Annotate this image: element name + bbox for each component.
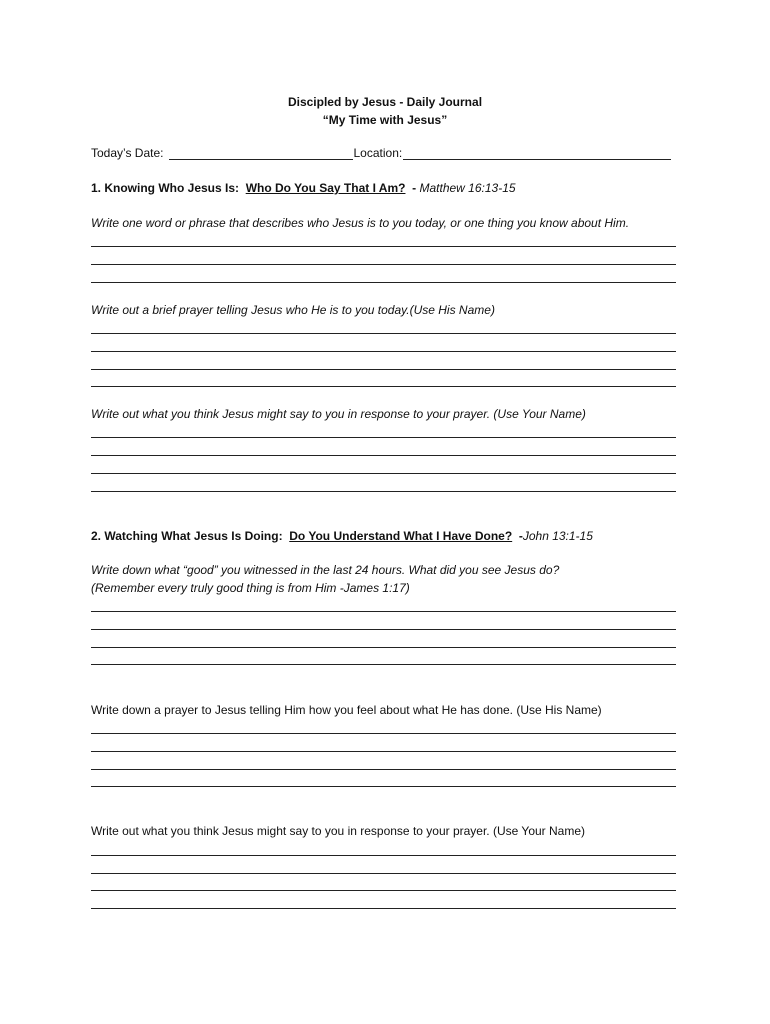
section-2-question: Do You Understand What I Have Done? — [289, 529, 513, 543]
section-1-label: 1. Knowing Who Jesus Is: — [91, 181, 240, 195]
section-1-heading — [91, 181, 516, 195]
section-1-dash: - — [412, 181, 417, 195]
section-2-label: 2. Watching What Jesus Is Doing: — [91, 529, 283, 543]
answer-line[interactable] — [91, 437, 676, 438]
answer-line[interactable] — [91, 855, 676, 856]
section-2-dash: - — [518, 529, 523, 543]
answer-line[interactable] — [91, 611, 676, 612]
page-subtitle: “My Time with Jesus” — [322, 113, 448, 127]
section-1-question: Who Do You Say That I Am? — [245, 181, 406, 195]
section-1-reference: Matthew 16:13-15 — [419, 181, 516, 195]
answer-line[interactable] — [91, 890, 676, 891]
answer-line[interactable] — [91, 629, 676, 630]
date-label: Today’s Date: — [91, 146, 164, 160]
section-2-prompt-2: Write down a prayer to Jesus telling Him how you feel about what He has done. (Use His Name) — [91, 703, 602, 717]
section-2-prompt-1-line-1: Write down what “good” you witnessed in the last 24 hours. What did you see Jesus do? — [91, 563, 560, 577]
date-field[interactable] — [169, 147, 353, 160]
answer-line[interactable] — [91, 386, 676, 387]
answer-line[interactable] — [91, 455, 676, 456]
section-1-prompt-3: Write out what you think Jesus might say to you in response to your prayer. (Use Your Name) — [91, 407, 586, 421]
date-location-row — [91, 146, 672, 160]
answer-line[interactable] — [91, 264, 676, 265]
section-1-prompt-1: Write one word or phrase that describes who Jesus is to you today, or one thing you know about Him. — [91, 216, 630, 230]
answer-line[interactable] — [91, 369, 676, 370]
section-2-heading — [91, 529, 593, 543]
answer-line[interactable] — [91, 491, 676, 492]
answer-line[interactable] — [91, 786, 676, 787]
answer-line[interactable] — [91, 246, 676, 247]
answer-line[interactable] — [91, 333, 676, 334]
location-label: Location: — [353, 146, 403, 160]
answer-line[interactable] — [91, 473, 676, 474]
section-2-prompt-3: Write out what you think Jesus might say to you in response to your prayer. (Use Your Name) — [91, 824, 586, 838]
answer-line[interactable] — [91, 769, 676, 770]
location-field[interactable] — [403, 147, 671, 160]
answer-line[interactable] — [91, 282, 676, 283]
answer-line[interactable] — [91, 351, 676, 352]
answer-line[interactable] — [91, 647, 676, 648]
answer-line[interactable] — [91, 751, 676, 752]
section-2-reference: John 13:1-15 — [522, 529, 593, 543]
section-2-prompt-1-line-2: (Remember every truly good thing is from Him -James 1:17) — [91, 581, 410, 595]
section-1-prompt-2: Write out a brief prayer telling Jesus who He is to you today.(Use His Name) — [91, 303, 495, 317]
answer-line[interactable] — [91, 733, 676, 734]
answer-line[interactable] — [91, 873, 676, 874]
page-title: Discipled by Jesus - Daily Journal — [287, 95, 483, 109]
answer-line[interactable] — [91, 908, 676, 909]
answer-line[interactable] — [91, 664, 676, 665]
